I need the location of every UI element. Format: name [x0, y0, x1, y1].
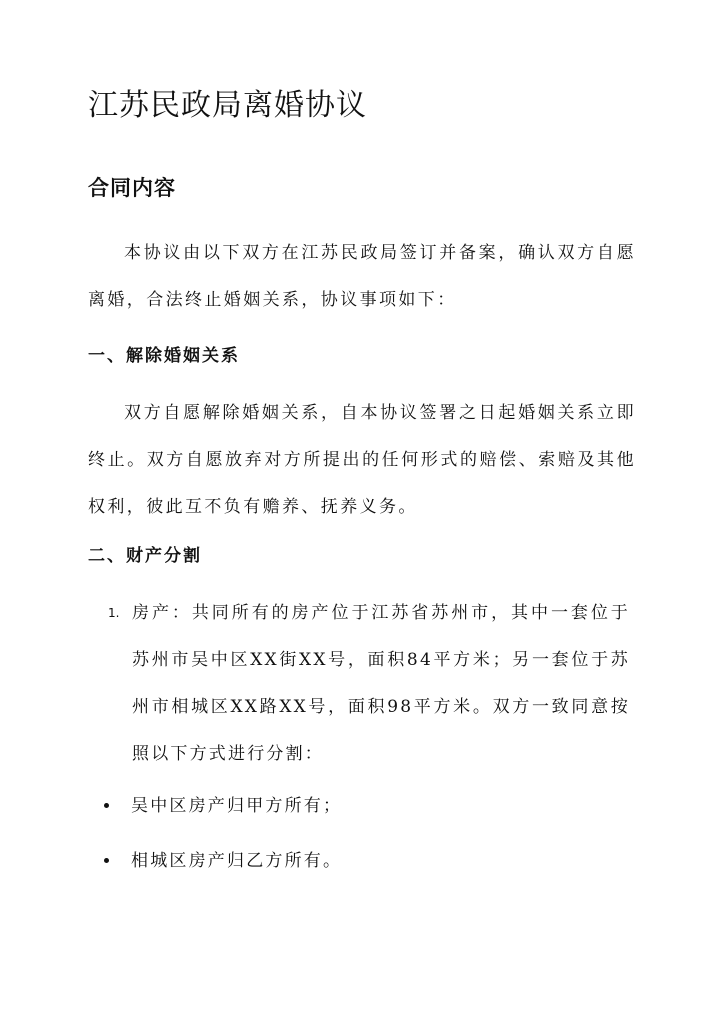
list-item-number: 1.: [108, 606, 120, 620]
bullet-item: [104, 843, 342, 873]
bullet-icon: [104, 803, 109, 808]
section-1-body: 双方自愿解除婚姻关系，自本协议签署之日起婚姻关系立即终止。双方自愿放弃对方所提出的任何形式的赔偿、索赔及其他权利，彼此互不负有赡养、抚养义务。: [88, 403, 636, 517]
intro-paragraph: 本协议由以下双方在江苏民政局签订并备案，确认双方自愿离婚，合法终止婚姻关系，协议事项如下：: [88, 243, 636, 310]
bullet-text-wuzhong: 吴中区房产归甲方所有；: [131, 795, 343, 816]
section-2-heading: 二、财产分割: [88, 546, 202, 566]
document-title: 江苏民政局离婚协议: [88, 88, 367, 123]
bullet-icon: [104, 858, 109, 863]
contract-content-heading: 合同内容: [88, 175, 176, 200]
section-1-heading: 一、解除婚姻关系: [88, 346, 240, 366]
bullet-text-xiangcheng: 相城区房产归乙方所有。: [131, 850, 343, 871]
list-item-property: 房产：共同所有的房产位于江苏省苏州市，其中一套位于苏州市吴中区XX街XX号，面积84平方米；另一套位于苏州市相城区XX路XX号，面积98平方米。双方一致同意按照以下方式进行分割：: [132, 603, 630, 764]
bullet-item: [104, 788, 342, 818]
